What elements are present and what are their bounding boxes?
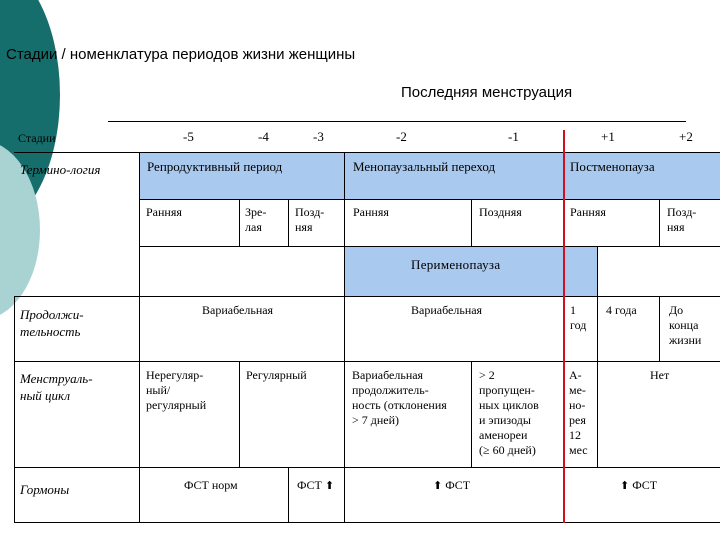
cycle-amenorrhea-cell xyxy=(563,361,598,468)
postmenopause-label: Постменопауза xyxy=(570,159,655,174)
substage-early-transition xyxy=(344,199,472,247)
hormones-norm-cell xyxy=(139,467,289,523)
hormones-fsh-3-text: ФСТ xyxy=(632,478,658,492)
substage-late-reproductive xyxy=(288,199,345,247)
page-title: Стадии / номенклатура периодов жизни женщины xyxy=(6,46,356,63)
hormones-fsh-2-text: ФСТ xyxy=(445,478,471,492)
duration-label: Продолжи- тельность xyxy=(20,307,84,339)
substage-late-transition xyxy=(471,199,564,247)
perimenopause-label: Перименопауза xyxy=(411,257,501,272)
substage-late-label: Позд- няя xyxy=(295,205,325,234)
arrow-up-icon: ⬆ xyxy=(324,479,335,492)
last-menses-line xyxy=(563,130,565,523)
reproductive-period-cell xyxy=(139,152,345,200)
cycle-variable-value: Вариабельная продолжитель- ность (отклонения > 7 дней) xyxy=(352,368,447,427)
hormones-fsh-cell-2 xyxy=(344,467,564,523)
stage-plus1: +1 xyxy=(601,129,615,144)
substage-late-postmenopause-label: Позд- няя xyxy=(667,205,697,234)
top-rule xyxy=(108,121,686,122)
cycle-regular-cell xyxy=(239,361,345,468)
cycle-regular-value: Регулярный xyxy=(246,368,307,382)
duration-four-years-value: 4 года xyxy=(606,303,637,317)
cycle-amenorrhea-value: А- ме- но- рея 12 мес xyxy=(569,368,588,457)
cycle-skipped-cell xyxy=(471,361,564,468)
stage-plus2: +2 xyxy=(679,129,693,144)
duration-transition-cell xyxy=(344,296,564,362)
cycle-skipped-value: > 2 пропущен- ных циклов и эпизоды аменореи (≥ 60 дней) xyxy=(479,368,539,457)
arrow-up-icon: ⬆ xyxy=(620,479,630,492)
substage-late-postmenopause xyxy=(659,199,720,247)
hormones-norm-value: ФСТ норм xyxy=(184,478,238,492)
hormones-label: Гормоны xyxy=(20,482,70,497)
hormones-fsh-cell-1 xyxy=(288,467,345,523)
duration-one-year-cell xyxy=(563,296,598,362)
duration-until-death-value: До конца жизни xyxy=(669,303,702,347)
cycle-irregular-value: Нерегуляр- ный/ регулярный xyxy=(146,368,207,412)
hormones-fsh-1-text: ФСТ xyxy=(297,478,322,492)
duration-reproductive-value: Вариабельная xyxy=(202,303,274,317)
cycle-none-value: Нет xyxy=(650,368,670,382)
substage-early-reproductive xyxy=(139,199,240,247)
menopausal-transition-cell xyxy=(344,152,564,200)
stages-label: Стадии xyxy=(18,131,56,145)
cycle-irregular-cell xyxy=(139,361,240,468)
cycle-label: Менструаль- ный цикл xyxy=(20,371,93,403)
duration-transition-value: Вариабельная xyxy=(411,303,483,317)
stage-minus1: -1 xyxy=(508,129,519,144)
arrow-up-icon: ⬆ xyxy=(433,479,443,492)
menopausal-transition-label: Менопаузальный переход xyxy=(353,159,496,174)
perimenopause-blank-cell xyxy=(139,246,345,297)
substage-early-label: Ранняя xyxy=(146,205,182,219)
stage-minus4: -4 xyxy=(258,129,269,144)
substage-early-postmenopause-label: Ранняя xyxy=(570,205,606,219)
terminology-label: Термино-логия xyxy=(20,162,101,177)
cycle-variable-cell xyxy=(344,361,472,468)
cycle-none-cell xyxy=(597,361,720,468)
reproductive-period-label: Репродуктивный период xyxy=(147,159,283,174)
duration-four-years-cell xyxy=(597,296,660,362)
hormones-fsh-3 xyxy=(620,478,657,493)
postmenopause-cell xyxy=(563,152,720,200)
perimenopause-cell xyxy=(344,246,598,297)
substage-mature xyxy=(239,199,289,247)
substage-mature-label: Зре- лая xyxy=(245,205,267,234)
substage-early-transition-label: Ранняя xyxy=(353,205,389,219)
hormones-fsh-2 xyxy=(433,478,470,493)
duration-reproductive-cell xyxy=(139,296,345,362)
last-menses-heading: Последняя менструация xyxy=(401,84,573,101)
stage-minus3: -3 xyxy=(313,129,324,144)
duration-one-year-value: 1 год xyxy=(570,303,587,332)
stage-minus2: -2 xyxy=(396,129,407,144)
duration-until-death-cell xyxy=(659,296,720,362)
stage-minus5: -5 xyxy=(183,129,194,144)
substage-late-transition-label: Поздняя xyxy=(479,205,522,219)
substage-early-postmenopause xyxy=(563,199,660,247)
hormones-fsh-1 xyxy=(297,478,334,493)
hormones-fsh-cell-3 xyxy=(563,467,720,523)
